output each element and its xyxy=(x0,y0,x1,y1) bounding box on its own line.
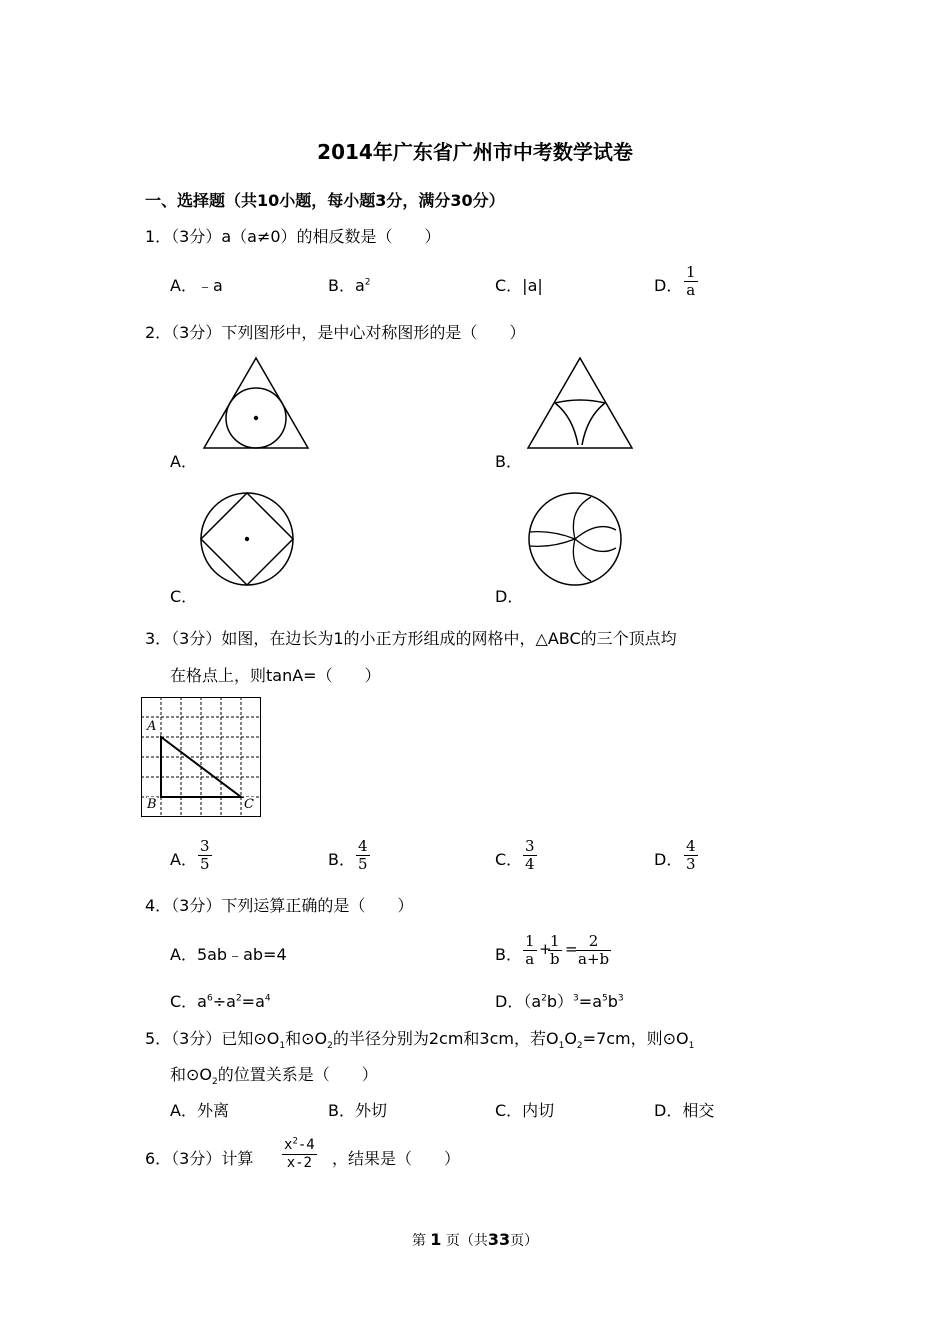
q1-option-d-fraction: $\frac{1}{a}$ xyxy=(686,263,696,299)
q1-option-d-label: D． xyxy=(654,276,683,295)
q3-option-b-fraction: $\frac{4}{5}$ xyxy=(358,837,368,873)
q1-option-c: C．|a| xyxy=(495,276,543,295)
q3-option-c-fraction: $\frac{3}{4}$ xyxy=(525,837,535,873)
q1-option-a: A．﹣a xyxy=(170,276,223,295)
q1-option-b: B．$a^2$ xyxy=(328,276,371,295)
q2-option-c: C． xyxy=(170,587,198,606)
q3-stem-line1: 3．（3分）如图，在边长为1的小正方形组成的网格中，△ABC的三个顶点均 xyxy=(145,629,677,648)
q4-option-d: D．$(a^2b)^3=a^5b^3$ xyxy=(495,992,624,1011)
q3-option-d-label: D． xyxy=(654,850,683,869)
q4-option-a: A．5ab﹣ab=4 xyxy=(170,945,287,964)
q6-fraction: $\frac{x^2-4}{x-2}$ xyxy=(284,1136,315,1171)
q1-stem: 1．（3分）a（a≠0）的相反数是（ ） xyxy=(145,227,441,246)
q4-option-b-plus: + xyxy=(539,940,552,958)
q6-stem-post: ，结果是（ ） xyxy=(332,1149,461,1168)
q5-stem-line1: 5．（3分）已知$⊙O_1$和$⊙O_2$的半径分别为2cm和3cm，若$O_1O_2=7cm$，则$⊙O_1$ xyxy=(145,1029,695,1052)
q5-option-d: D．相交 xyxy=(654,1101,715,1120)
q2-option-b: B． xyxy=(495,452,522,471)
q2-option-a: A． xyxy=(170,452,197,471)
q4-stem: 4．（3分）下列运算正确的是（ ） xyxy=(145,896,414,915)
q5-stem-line2: 和$⊙O_2$的位置关系是（ ） xyxy=(170,1065,378,1088)
vertex-label-c: C xyxy=(244,797,254,812)
section-heading: 一、选择题（共10小题，每小题3分，满分30分） xyxy=(145,191,505,210)
circle-petals-figure xyxy=(526,490,624,588)
vertex-label-a: A xyxy=(147,719,157,734)
q3-option-b-label: B． xyxy=(328,850,355,869)
q3-option-d-fraction: $\frac{4}{3}$ xyxy=(686,837,696,873)
q4-option-b-label: B． xyxy=(495,945,522,964)
q4-option-b-fraction-1: $\frac{1}{a}$ xyxy=(525,932,535,968)
q2-stem: 2．（3分）下列图形中，是中心对称图形的是（ ） xyxy=(145,323,526,342)
page-title: 2014年广东省广州市中考数学试卷 xyxy=(317,140,633,164)
page-footer: 第 1 页（共33页） xyxy=(411,1230,539,1249)
page-total: 33 xyxy=(487,1230,511,1249)
q3-option-a-label: A． xyxy=(170,850,197,869)
vertex-label-b: B xyxy=(147,797,157,812)
grid-triangle-svg xyxy=(141,697,261,817)
q3-option-c-label: C． xyxy=(495,850,523,869)
triangle-arcs-figure xyxy=(525,355,635,453)
q5-option-b: B．外切 xyxy=(328,1101,387,1120)
q4-option-c: C．$a^6\div a^2=a^4$ xyxy=(170,992,271,1011)
q5-option-c: C．内切 xyxy=(495,1101,555,1120)
circle-square-figure xyxy=(198,490,296,588)
q3-option-a-fraction: $\frac{3}{5}$ xyxy=(200,837,210,873)
grid-triangle-figure xyxy=(141,697,261,817)
q4-option-b-fraction-2: $\frac{1}{b}$ xyxy=(550,932,560,968)
page-number: 1 xyxy=(430,1230,442,1249)
q3-stem-line2: 在格点上，则tanA=（ ） xyxy=(170,666,381,685)
triangle-incircle-figure xyxy=(200,355,312,453)
q6-stem-pre: 6．（3分）计算 xyxy=(145,1149,254,1168)
q4-option-b-fraction-3: $\frac{2}{a+b}$ xyxy=(578,932,610,968)
q2-option-d: D． xyxy=(495,587,524,606)
q4-option-b-equals: = xyxy=(565,940,578,958)
q5-option-a: A．外离 xyxy=(170,1101,229,1120)
